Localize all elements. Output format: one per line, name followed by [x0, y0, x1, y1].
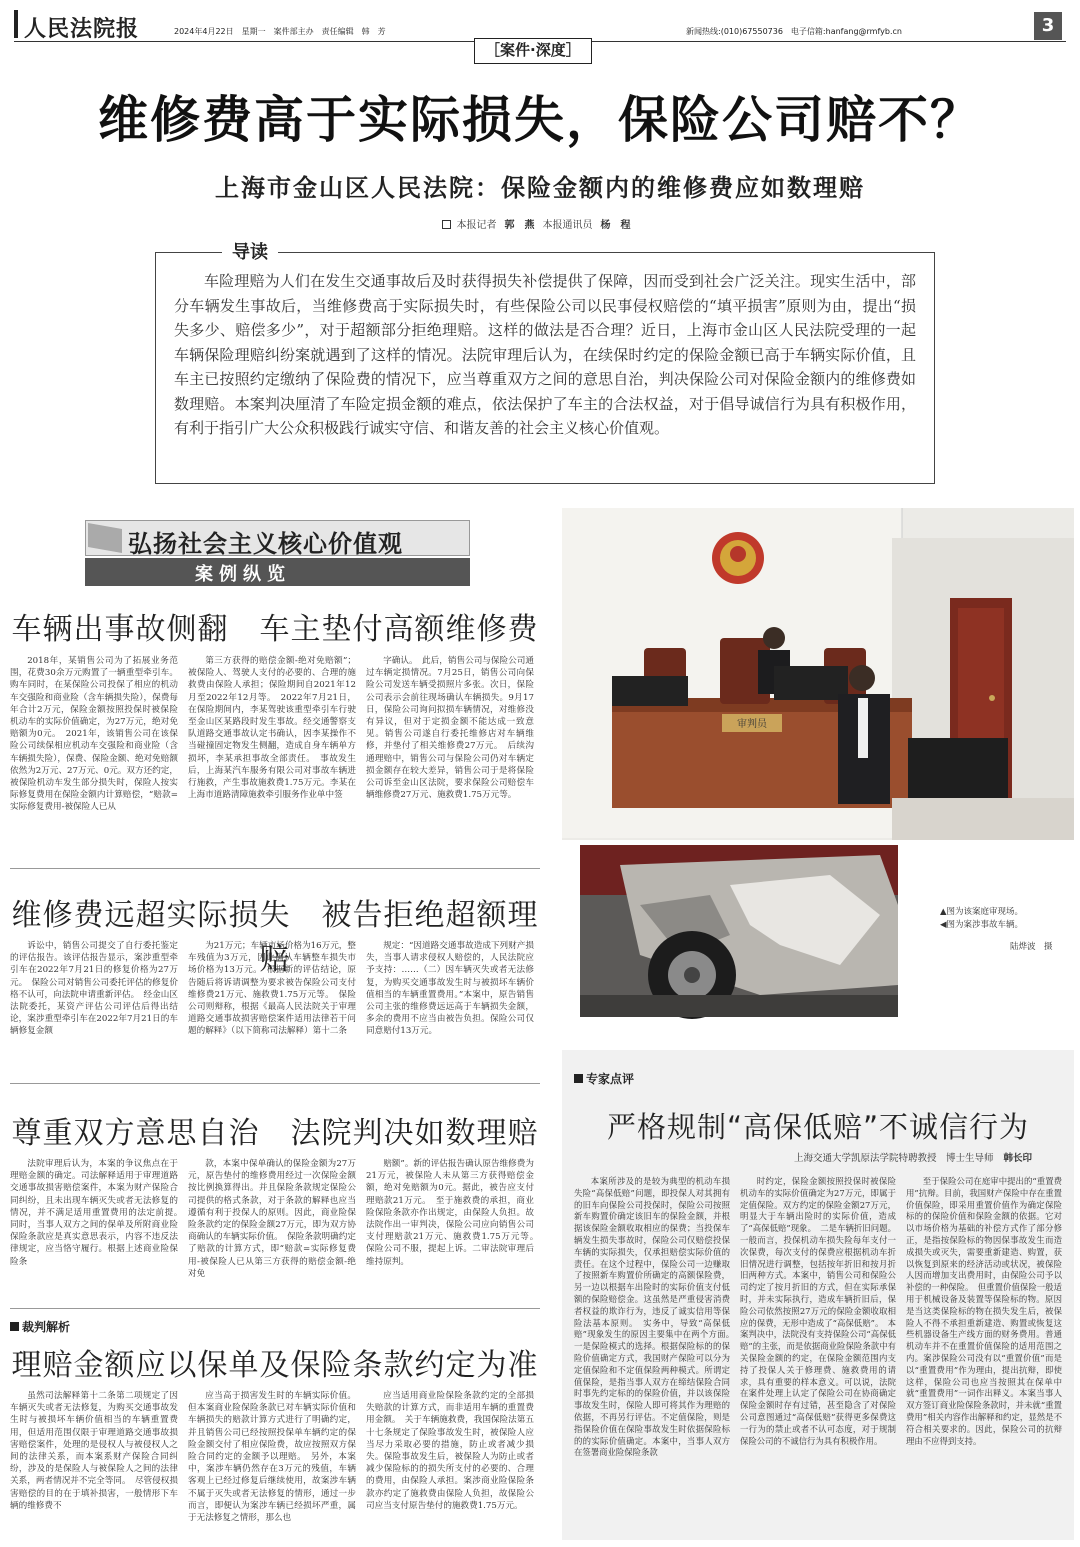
section2-body — [10, 940, 545, 1068]
section1-heading: 车辆出事故侧翻 车主垫付高额维修费 — [11, 612, 539, 647]
correspondent-label: 本报通讯员 — [542, 220, 593, 231]
expert-title: 严格规制“高保低赔”不诚信行为 — [606, 1110, 1030, 1144]
masthead — [14, 10, 1066, 59]
analysis-tag: 裁判解析 — [10, 1318, 70, 1335]
section3-col-2: 款，本案中保单确认的保险金额为27万元，原告垫付的维修费用经过一次保险金额按比例换算得出。并且保险条款规定保险公司提供的格式条款，对于条款的解释也应当遵循有利于投保人的原则。因此，商业险保险条款约定的保险金额27万元，即为双方协商确认的车辆实际价值。 保险条款明确约定了赔款的计算方式，即“赔款=实际修复费用-被保险人已从第三方获得的赔偿金额-绝对免 — [188, 1159, 356, 1279]
expert-col-2: 时约定，保险金额按照投保时被保险机动车的实际价值确定为27万元，即属于定值保险。双方约定的保险金额27万元，明显大于车辆出险时的实际价值，造成了“高保低赔”现象。 二是车辆折旧问题。一般而言，投保机动车损失险每年支付一次保费，每次支付的保费应根据机动车折旧情况进行调整，包括按年折旧和按月折旧两种方式。本案中，销售公司和保险公司约定了按月折旧的方式，但在实际承保时，并未实际执行，造成车辆折旧后，保险公司依然按照27万元的保险金额收取相应的保费，无形中造成了“高保低赔”。 本案判决中，法院没有支持保险公司“高保低赔”的主张，而是依据商业险保险条款中有关保险金额的约定，在保险金额范围内支持了投保人关于修理费、施救费用的请求，具有重要的样本意义。可以说，法院在案件处理上认定了保险公司在协商确定保险金额时存有过错，甚至隐含了对保险公司意图通过“高保低赔”获得更多保费这一行为的禁止或者不认可态度，对于规制保险公司的不诚信行为具有积极作用。 — [740, 1176, 896, 1446]
divider — [10, 1083, 540, 1084]
banner-top-text: 弘扬社会主义核心价值观 — [128, 530, 403, 558]
expert-col-3: 至于保险公司在庭审中提出的“重置费用”抗辩。目前，我国财产保险中存在重置价值保险，即采用重置价值作为确定保险标的的保险价值和保险金额的依据。它对以市场价格为基础的补偿方式作了部分修正，是指按保险标的物因保事故发生而造成损失或灭失，需要重新建造、购置，获以恢复到原来的经济活动或状况，被保险人因而增加支出费用时，由保险公司予以补偿的一种保险。 但重置价值保险一般适用于机械设备及装置等保险标的物。原因是当这类保险标的物在损失发生后，被保险人不得不承担重新建造、购置或恢复这些机器设备生产线方面的财务费用。普通机动车并不在重置价值保险的适用范围之内。案涉保险公司没有以“重置价值”而是以“重置费用”作为理由，提出抗辩，即使这样，保险公司也应当按照其在保单中就“重置费用”一词作出释义。本案当事人双方签订商业险保险条款时，并未就“重置费用”相关内容作出解释和约定，显然是不符合相关要求的。因此，保险公司的抗辩理由不应得到支持。 — [906, 1176, 1062, 1446]
divider — [10, 1308, 540, 1309]
banner-bottom — [85, 558, 470, 586]
section3-body — [10, 1158, 545, 1294]
square-icon — [442, 220, 451, 229]
analysis-col-1: 虽然司法解释第十二条第二项规定了因车辆灭失或者无法修复，为购买交通事故发生时与被损坏车辆价值相当的车辆重置费用，但适用范围仅限于审理道路交通事故损害赔偿案件，处理的是侵权人与被侵权人之间的法律关系，而本案系财产保险合同纠纷，涉及的是保险人与被保险人之间的法律关系，两者情况并不完全等同。 尽管侵权损害赔偿的目的在于填补损害，一般情形下车辆的维修费不 — [10, 1391, 178, 1511]
analysis-body — [10, 1390, 545, 1542]
flag-icon — [88, 523, 122, 553]
lead-text: 车险理赔为人们在发生交通事故后及时获得损失补偿提供了保障，因而受到社会广泛关注。现实生活中，部分车辆发生事故后，当维修费高于实际损失时，有些保险公司以民事侵权赔偿的“填平损害”原则为由，提出“损失多少、赔偿多少”，对于超额部分拒绝理赔。这样的做法是否合理？近日，上海市金山区人民法院受理的一起车辆保险理赔纠纷案就遇到了这样的情况。法院审理后认为，在续保时约定的保险金额已高于车辆实际价值，且车主已按照约定缴纳了保险费的情况下，应当尊重双方之间的意思自治，判决保险公司对保险金额内的维修费如数理赔。本案判决厘清了车险定损金额的难点，依法保护了车主的合法权益，对于倡导诚信行为具有积极作用，有利于指引广大公众积极践行诚实守信、和谐友善的社会主义核心价值观。 — [174, 272, 916, 437]
section3-heading: 尊重双方意思自治 法院判决如数理赔 — [11, 1116, 539, 1151]
page-number: 3 — [1034, 12, 1062, 40]
section2-col-2: 为21万元；车辆市场价格为16万元，整车残值为3万元，因此确认车辆整车损失市场价格为13万元。 根据新的评估结论，原告随后将诉请调整为要求被告保险公司支付维修费21万元、施救费1.75万元等。 保险公司则辩称，根据《最高人民法院关于审理道路交通事故损害赔偿案件适用法律若干问题的解释》（以下简称司法解释）第十二条 — [188, 941, 356, 1037]
banner-bottom-text: 案例纵览 — [195, 564, 291, 585]
correspondent-name: 杨 程 — [600, 220, 631, 231]
analysis-col-2: 应当高于损害发生时的车辆实际价值。但本案商业险保险条款已对车辆实际价值和车辆损失的赔款计算方式进行了明确约定，并且销售公司已经按照投保单车辆约定的保险金额交付了相应保险费，故应按照双方保险合同约定的金额予以理赔。 另外，本案中，案涉车辆仍然存在3万元的残值，车辆客观上已经过修复后继续使用，故案涉车辆不属于灭失或者无法修复的情形，通过一步而言，即便认为案涉车辆已经损坏严重，属于无法修复之情形，那么也 — [188, 1391, 356, 1524]
expert-col-1: 本案所涉及的是较为典型的机动车损失险“高保低赔”问题，即投保人对其拥有的旧车向保险公司投保时，保险公司按照新车购置价确定该旧车的保险金额，并根据该保险金额收取相应的保费；当投保车辆发生损失事故时，保险公司仅赔偿投保车辆的实际损失，仅承担赔偿实际价值的责任。在这个过程中，保险公司一边赚取了按照新车购置价所确定的高额保险费，另一边以根据车出险时的实际价值支付低额的保险赔偿金。这虽然是严重侵害消费者权益的欺诈行为，违反了诚实信用等保险法基本原则。 实务中，导致“高保低赔”现象发生的原因主要集中在两个方面。 一是保险模式的选择。根据保险标的的保险价值确定方式，我国财产保险可以分为定值保险和不定值保险两种模式。所谓定值保险，是指当事人双方在缔结保险合同时事先约定标的的保险价值，并以该保险事故发生时，保险人即可将其作为理赔的依据，不再另行评估。不定值保险，则是指保险价值在保险事故发生时依据保险标的的实际价值确定。本案中，当事人双方在签署商业险保险条款 — [574, 1176, 739, 1458]
newspaper-logo: 人民法院报 — [24, 16, 140, 42]
judge-plate: 审判员 — [737, 719, 767, 730]
reporter-name: 郭 燕 — [504, 220, 535, 231]
issue-meta: 2024年4月22日 星期一 案件部主办 责任编辑 韩 芳 — [174, 27, 386, 36]
accident-vehicle-photo — [580, 845, 898, 1017]
section1-body — [10, 655, 545, 855]
expert-affiliation: 上海交通大学凯原法学院特聘教授 博士生导师 — [793, 1153, 994, 1164]
section-label: ［案件·深度］ — [474, 38, 592, 64]
section3-col-1: 法院审理后认为，本案的争议焦点在于理赔金额的确定。司法解释适用于审理道路交通事故损害赔偿案件，本案为财产保险合同纠纷，且未出现车辆灭失或者无法修复的情况，并不满足适用重置费用的法定前提。 同时，当事人双方之间的保单及所附商业险保险条款应是真实意思表示，内容不违反法律规定，应当恪守履行。根据上述商业险保险条 — [10, 1159, 187, 1267]
column-banner — [85, 520, 470, 586]
lead-box — [155, 252, 935, 484]
photo-credit: 陆烨波 摄 — [1010, 942, 1053, 952]
section1-col-2: 第三方获得的赔偿金额-绝对免赔额”；被保险人、驾驶人支付的必要的、合理的施救费由保险人承担；保险期间自2021年12月至2022年12月等。 2022年7月21日，在保险期间内，李某驾驶该重型牵引车行驶至金山区某路段时发生事故。经交通警察支队道路交通事故认定书确认，因李某操作不当碰撞固定物发生侧翻，造成自身车辆单方损坏，李某承担事故全部责任。 事故发生后，上海某汽车服务有限公司对事故车辆进行施救，产生事故施救费1.75万元。李某在上海市道路清障施救牵引服务作业单中签 — [188, 656, 356, 801]
courtroom-illustration — [562, 508, 1074, 840]
analysis-col-3: 应当适用商业险保险条款约定的全部损失赔款的计算方式，而非适用车辆的重置费用金额。 关于车辆施救费，我国保险法第五十七条规定了保险事故发生时，被保险人应当尽力采取必要的措施，防止或者减少损失。保险事故发生后，被保险人为防止或者减少保险标的的损失所支付的必要的、合理的费用，由保险人承担。案涉商业险保险条款亦约定了施救费由保险人负担，故保险公司应当支付原告垫付的施救费1.75万元。 — [366, 1391, 534, 1511]
analysis-heading: 理赔金额应以保单及保险条款约定为准 — [11, 1348, 539, 1383]
sub-headline: 上海市金山区人民法院：保险金额内的维修费应如数理赔 — [215, 174, 865, 202]
reporter-label: 本报记者 — [456, 220, 497, 231]
byline — [60, 216, 1020, 231]
expert-name: 韩长印 — [1003, 1153, 1032, 1164]
section1-col-3: 字确认。 此后，销售公司与保险公司通过车辆定损情况。7月25日，销售公司向保险公司发送车辆受损照片多张。次日，保险公司表示会前往现场确认车辆损失。9月17日，保险公司询问拟损车辆情况，对维修没有异议，但对于定损金额不能达成一致意见。销售公司遂自行委托维修店对车辆维修，并垫付了相关维修费27万元。 后续沟通理赔中，销售公司与保险公司仍对车辆定损金额存在较大差异，销售公司于是将保险公司诉至金山区法院，要求保险公司赔偿车辆维修费27万元、施救费1.75万元等。 — [366, 656, 534, 801]
masthead-bar — [14, 10, 18, 38]
section2-col-3: 规定：“因道路交通事故造成下列财产损失，当事人请求侵权人赔偿的，人民法院应予支持：……（二）因车辆灭失或者无法修复，为购买交通事故发生时与被损坏车辆价值相当的车辆重置费用。”本案中，原告销售公司主张的维修费远远高于车辆损失金额，多余的费用不应当由被告负担。保险公司仅同意赔付13万元。 — [366, 941, 534, 1037]
section1-col-1: 2018年，某销售公司为了拓展业务范围，花费30余万元购置了一辆重型牵引车。购车同时，在某保险公司投保了相应的机动车交强险和商业险（含车辆损失险），保费每年合计2万元，保险金额按照投保时被保险机动车的实际价值确定，为27万元，绝对免赔额为0元。 2021年，该销售公司在该保险公司续保相应机动车交强险和商业险（含车辆损失险），保费、保险金额、绝对免赔额依然为2万元、27万元、0元。双方还约定，被保险机动车发生部分损失时，保险人按实际修复费用在保险金额内计算赔偿，“赔款=实际修复费用-被保险人已从 — [10, 656, 178, 813]
courtroom-photo — [562, 508, 1074, 840]
expert-author — [562, 1150, 1032, 1164]
vehicle-illustration — [580, 845, 898, 1017]
main-headline: 维修费高于实际损失，保险公司赔不？ — [98, 91, 982, 149]
section2-heading: 维修费远超实际损失 被告拒绝超额理赔 — [11, 898, 539, 977]
expert-tag: 专家点评 — [574, 1070, 634, 1087]
expert-body — [574, 1176, 1062, 1534]
photo-captions — [940, 906, 1023, 932]
section2-col-1: 诉讼中，销售公司提交了自行委托鉴定的评估报告。该评估报告显示，案涉重型牵引车在2022年7月21日的修复价格为27万元。 保险公司对销售公司委托评估的修复价格不认可，向法院申请重新评估。 经金山区法院委托，某资产评估公司评估后得出结论，案涉重型牵引车在2022年7月21日的车辆修复金额 — [10, 941, 178, 1037]
expert-commentary — [562, 1050, 1074, 1540]
divider — [10, 868, 540, 869]
photo-caption-1: ▲图为该案庭审现场。 — [940, 907, 1024, 917]
banner-top — [85, 520, 470, 556]
section3-col-3: 赔额”。新的评估报告确认原告维修费为21万元，被保险人未从第三方获得赔偿金额，绝对免赔额为0元。据此，被告应支付理赔款21万元。 至于施救费的承担，商业险保险条款亦作出规定，由保险人负担。故法院作出一审判决，保险公司应向销售公司支付理赔款21万元、施救费1.75万元等。 保险公司不服，提起上诉。二审法院审理后维持原判。 — [366, 1159, 543, 1267]
contact-info: 新闻热线:(010)67550736 电子信箱:hanfang@rmfyb.cn — [686, 27, 902, 36]
photo-caption-2: ◀图为案涉事故车辆。 — [940, 920, 1024, 930]
lead-label: 导读 — [222, 238, 278, 264]
